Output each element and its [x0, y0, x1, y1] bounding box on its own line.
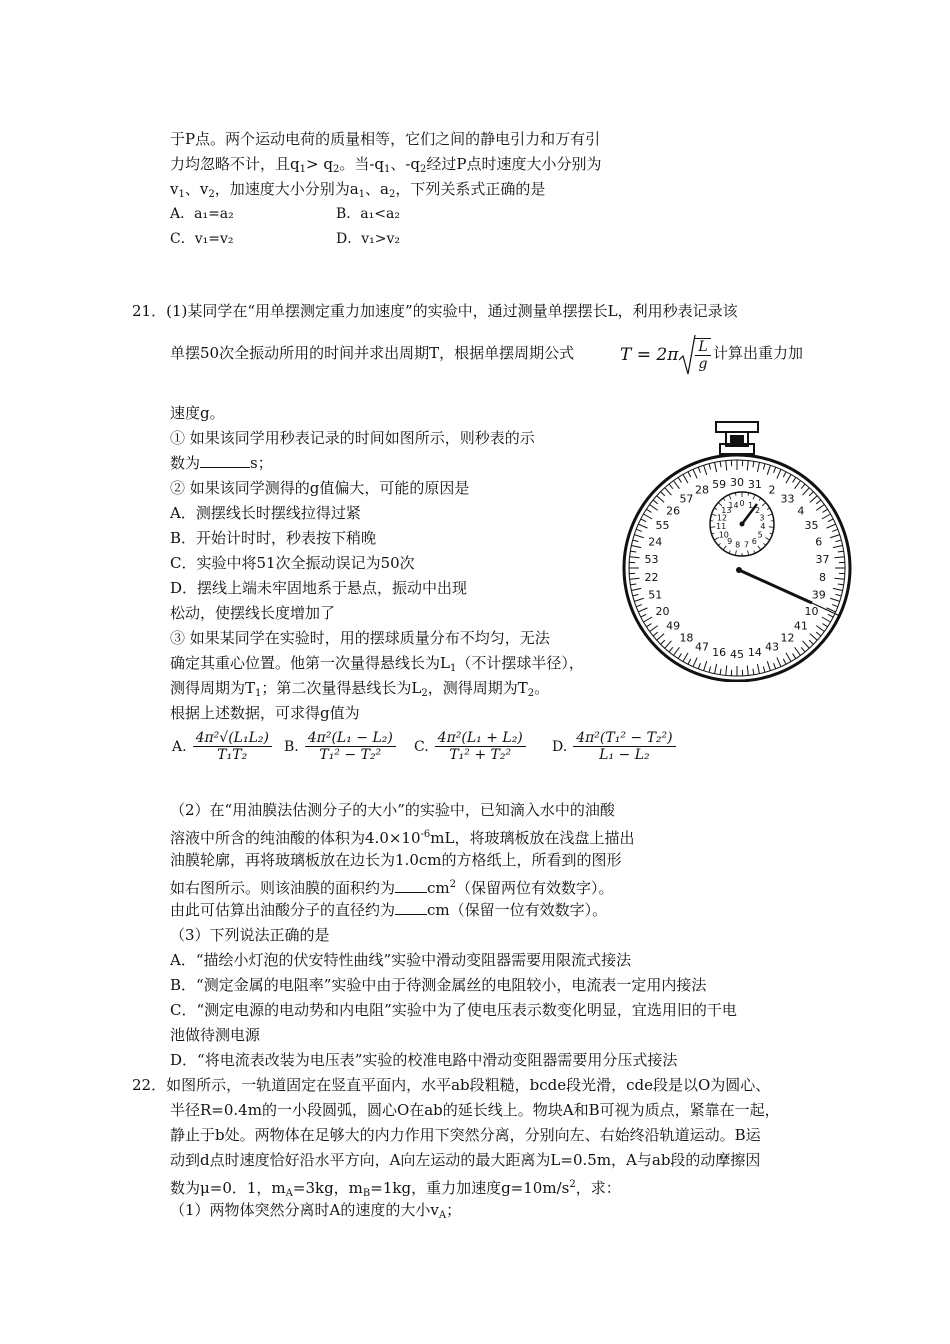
q21-option-b[interactable]: B．开始计时时，秒表按下稍晚: [170, 529, 377, 547]
choice-label: A.: [172, 738, 187, 755]
minute-hand-pivot: [740, 522, 745, 527]
dial-tick: [828, 519, 833, 522]
dial-tick: [683, 653, 688, 662]
q21-line-5: [170, 453, 273, 473]
numerator: 4π²√(L₁L₂): [193, 730, 272, 747]
subdial-label: 3: [759, 513, 765, 523]
q21-line-2b: 计算出重力加: [713, 344, 804, 362]
sub: 2: [420, 164, 427, 175]
q21-line-3: 速度g。: [170, 404, 225, 422]
dial-label: 16: [712, 646, 727, 660]
dial-tick: [836, 540, 842, 542]
dial-label: 20: [655, 605, 670, 618]
dial-label: 4: [797, 504, 805, 518]
g-choice-b[interactable]: [284, 730, 396, 763]
dial-tick: [834, 578, 844, 579]
dial-tick: [653, 500, 658, 504]
q21-line-4: ① 如果该同学用秒表记录的时间如图所示，则秒表的示: [170, 429, 535, 447]
second-hand: [739, 570, 812, 603]
numerator: 4π²(L₁ − L₂): [305, 730, 396, 747]
subdial-label: 14: [728, 500, 739, 510]
dial-tick: [709, 464, 711, 470]
subdial-label: 5: [757, 530, 763, 540]
dial-label: 35: [804, 519, 819, 532]
dial-tick: [636, 529, 642, 531]
text: 、-q: [390, 155, 421, 173]
dial-tick: [630, 578, 640, 579]
dial-label: 18: [679, 631, 694, 645]
text: s；: [250, 454, 273, 472]
dial-tick: [757, 462, 759, 472]
text: cm（保留一位有效数字）。: [427, 901, 608, 919]
dial-tick: [838, 551, 844, 552]
dial-tick: [657, 634, 664, 641]
sub: 2: [332, 164, 340, 175]
numerator: 4π²(L₁ + L₂): [435, 730, 526, 747]
subdial-label: 6: [751, 536, 757, 546]
dial-label: 12: [780, 631, 795, 645]
dial-tick: [832, 605, 838, 607]
dial-label: 22: [644, 570, 659, 584]
dial-tick: [698, 663, 700, 669]
dial-tick: [823, 509, 828, 512]
dial-tick: [678, 654, 681, 659]
subdial-label: 0: [739, 499, 745, 508]
dial-tick: [715, 664, 717, 674]
dial-label: 59: [712, 477, 727, 491]
diameter-blank[interactable]: [395, 914, 427, 915]
dial-label: 33: [780, 492, 795, 506]
dial-tick: [704, 465, 707, 475]
dial-tick: [774, 663, 776, 669]
dial-tick: [767, 465, 770, 475]
q21-part3-option-d[interactable]: D．“将电流表改装为电压表”实验的校准电路中滑动变阻器需要用分压式接法: [170, 1051, 678, 1069]
dial-tick: [753, 461, 754, 467]
dial-tick: [786, 653, 791, 662]
q21-part2-line-4: [170, 875, 614, 898]
choice-frac: [305, 730, 396, 763]
dial-tick: [678, 477, 681, 482]
dial-tick: [704, 661, 707, 671]
dial-tick: [636, 605, 642, 607]
dial-tick: [832, 529, 838, 531]
q20-line-3: [170, 179, 545, 205]
dial-label: 8: [819, 570, 827, 584]
subdial-tick: [710, 527, 715, 528]
text: 数为: [170, 454, 201, 472]
dial-tick: [633, 594, 639, 596]
denominator: T₁² − T₂²: [319, 747, 382, 763]
dial-label: 14: [747, 646, 762, 660]
text: 溶液中所含的纯油酸的体积为4.0×10: [170, 829, 421, 847]
denominator: T₁² + T₂²: [449, 747, 512, 763]
q22-line-2: 半径R=0.4m的一小段圆弧，圆心O在ab的延长线上。物块A和B可视为质点，紧靠在一起，: [170, 1101, 780, 1119]
stopwatch-crown: [716, 422, 758, 454]
dial-tick: [816, 500, 821, 504]
dial-tick: [631, 546, 641, 548]
subdial-label: 11: [716, 522, 727, 532]
sub: B: [362, 1188, 371, 1199]
choice-label: B.: [284, 738, 299, 755]
sub: A: [438, 1210, 447, 1221]
q21-line-14: [170, 678, 549, 704]
text: 测得周期为T: [170, 679, 256, 697]
dial-tick: [630, 557, 640, 558]
sub: 1: [299, 164, 306, 175]
text: cm: [427, 879, 450, 897]
q20-line-2: [170, 154, 602, 180]
q21-line-2: 单摆50次全振动所用的时间并求出周期T，根据单摆周期公式: [170, 344, 575, 362]
q21-option-a[interactable]: A．测摆线长时摆线拉得过紧: [170, 504, 361, 522]
dial-tick: [688, 472, 691, 477]
subdial-label: 10: [718, 530, 729, 540]
subdial-tick: [769, 527, 774, 528]
text: 。: [534, 679, 550, 697]
g-choice-d[interactable]: [552, 730, 676, 763]
dial-tick: [641, 614, 646, 617]
subdial-label: 1: [747, 500, 754, 510]
text: 、v: [184, 180, 209, 198]
dial-tick: [669, 484, 673, 489]
text: （1）两物体突然分离时A的速度的大小v: [170, 1201, 439, 1219]
dial-tick: [650, 505, 658, 511]
text: ，求：: [575, 1179, 621, 1197]
choice-label: C.: [414, 738, 429, 755]
q21-line-1: 21．(1)某同学在“用单摆测定重力加速度”的实验中，通过测量单摆摆长L，利用秒表记录该: [132, 302, 738, 320]
dial-tick: [643, 617, 652, 622]
q21-part2-line-5: [170, 900, 607, 920]
dial-tick: [630, 584, 636, 585]
sup: -6: [420, 829, 431, 840]
answer-blank[interactable]: [200, 467, 250, 468]
dial-tick: [822, 617, 831, 622]
dial-tick: [803, 488, 810, 495]
dial-tick: [630, 551, 636, 552]
text: ，加速度大小分别为a: [214, 180, 359, 198]
dial-label: 30: [730, 476, 744, 489]
dial-tick: [763, 464, 765, 470]
text: ；第二次量得悬线长为L: [261, 679, 422, 697]
subdial-label: 7: [743, 540, 749, 550]
q20-option-b[interactable]: B．a₁<a₂: [336, 206, 400, 222]
dial-tick: [786, 474, 791, 483]
dial-tick: [683, 474, 688, 483]
dial-tick: [698, 467, 700, 473]
dial-tick: [777, 658, 781, 667]
q22-line-1: 22．如图所示，一轨道固定在竖直平面内，水平ab段粗糙，bcde段光滑，cde段是以O为圆心、: [132, 1076, 771, 1094]
q20-line-1: 于P点。两个运动电荷的质量相等，它们之间的静电引力和万有引: [170, 130, 601, 148]
dial-tick: [823, 624, 828, 627]
choice-label: D.: [552, 738, 568, 755]
dial-tick: [720, 461, 721, 467]
dial-tick: [783, 659, 786, 664]
text: （保留两位有效数字）。: [456, 879, 614, 897]
g-choice-a[interactable]: [172, 730, 272, 763]
sqrt-frac: [695, 338, 710, 372]
period-formula: [620, 334, 711, 376]
dial-tick: [661, 492, 665, 496]
dial-tick: [803, 641, 810, 648]
dial-label: 26: [666, 504, 681, 518]
text: ，下列关系式正确的是: [395, 180, 546, 198]
subdial-label: 13: [721, 505, 732, 515]
choice-frac: [435, 730, 526, 763]
q21-line-13: [170, 653, 584, 679]
dial-tick: [757, 664, 759, 674]
sup: 2: [449, 879, 457, 890]
subdial-label: 9: [727, 536, 733, 546]
text: 数为μ=0．1，m: [170, 1179, 286, 1197]
subdial-label: 4: [760, 522, 766, 532]
numerator: 4π²(T₁² − T₂²): [573, 730, 675, 747]
dial-tick: [650, 626, 658, 632]
q22-line-6: [170, 1200, 461, 1226]
dial-label: 49: [666, 619, 681, 633]
dial-tick: [801, 647, 805, 652]
dial-tick: [810, 634, 817, 641]
q21-part2-line-1: （2）在“用油膜法估测分子的大小”的实验中，已知滴入水中的油酸: [170, 801, 615, 819]
dial-tick: [795, 481, 801, 489]
text: ；: [446, 1201, 462, 1219]
dial-tick: [763, 667, 765, 673]
dial-tick: [793, 654, 796, 659]
q21-part3-line-1: （3）下列说法正确的是: [170, 926, 330, 944]
dial-tick: [693, 469, 697, 478]
text: > q: [305, 155, 333, 173]
dial-tick: [830, 535, 840, 538]
q21-option-d-cont: 松动，使摆线长度增加了: [170, 604, 336, 622]
q22-line-4: 动到d点时速度恰好沿水平方向，A向左运动的最大距离为L=0.5m，A与ab段的动摩擦因: [170, 1151, 761, 1169]
dial-label: 2: [768, 483, 776, 497]
formula-L: L: [695, 339, 710, 356]
dial-label: 37: [815, 553, 830, 567]
dial-tick: [783, 472, 786, 477]
dial-tick: [809, 492, 813, 496]
dial-tick: [709, 667, 711, 673]
dial-tick: [688, 659, 691, 664]
dial-tick: [816, 505, 824, 511]
dial-tick: [753, 669, 754, 675]
text: 经过P点时速度大小分别为: [426, 155, 602, 173]
dial-label: 53: [644, 553, 659, 567]
dial-tick: [834, 557, 844, 558]
text: mL，将玻璃板放在浅盘上描出: [430, 829, 635, 847]
text: v: [170, 180, 179, 198]
dial-tick: [641, 519, 646, 522]
dial-tick: [665, 641, 672, 648]
sub: 2: [389, 189, 396, 200]
dial-label: 24: [648, 535, 663, 549]
dial-tick: [643, 514, 652, 519]
sub: 1: [383, 164, 391, 175]
dial-tick: [634, 598, 644, 601]
dial-label: 41: [793, 619, 808, 633]
q22-line-3: 静止于b处。两物体在足够大的内力作用下突然分离，分别向左、右始终沿轨道运动。B运: [170, 1126, 761, 1144]
sup: 2: [569, 1179, 576, 1190]
q21-line-12: ③ 如果某同学在实验时，用的摆球质量分布不均匀，无法: [170, 629, 550, 647]
dial-label: 39: [811, 588, 826, 602]
dial-tick: [646, 509, 651, 512]
dial-label: 57: [679, 492, 694, 506]
sub: 2: [421, 688, 428, 699]
dial-tick: [674, 647, 680, 655]
dial-tick: [816, 626, 824, 632]
formula-g: g: [698, 356, 708, 372]
text: =3kg，m: [292, 1179, 363, 1197]
sub: 2: [208, 189, 215, 200]
dial-tick: [833, 588, 843, 590]
text: ，测得周期为T: [427, 679, 528, 697]
dial-tick: [646, 624, 651, 627]
dial-tick: [633, 540, 639, 542]
dial-tick: [665, 488, 672, 495]
dial-tick: [661, 640, 665, 644]
dial-tick: [767, 661, 770, 671]
text: 确定其重心位置。他第一次量得悬线长为L: [170, 654, 450, 672]
dial-tick: [774, 467, 776, 473]
sub: 1: [449, 663, 457, 674]
subdial-label: 2: [755, 505, 761, 515]
text: 力均忽略不计，且q: [170, 155, 300, 173]
dial-tick: [693, 658, 697, 667]
dial-tick: [827, 524, 836, 528]
q20-option-c[interactable]: C．v₁=v₂: [170, 231, 234, 247]
q20-option-a[interactable]: A．a₁=a₂: [170, 206, 234, 222]
text: 由此可估算出油酸分子的直径约为: [170, 901, 396, 919]
dial-label: 47: [695, 640, 710, 654]
q21-line-6: ② 如果该同学测得的g值偏大，可能的原因是: [170, 479, 470, 497]
dial-label: 31: [747, 477, 762, 491]
dial-label: 51: [648, 588, 663, 602]
dial-tick: [715, 462, 717, 472]
q21-option-c[interactable]: C．实验中将51次全振动误记为50次: [170, 554, 415, 572]
area-blank[interactable]: [395, 892, 427, 893]
dial-tick: [838, 584, 844, 585]
sub: A: [285, 1188, 293, 1199]
dial-tick: [828, 614, 833, 617]
dial-tick: [726, 461, 727, 471]
q21-part3-option-b[interactable]: B．“测定金属的电阻率”实验中由于待测金属丝的电阻较小，电流表一定用内接法: [170, 976, 707, 994]
text: =1kg，重力加速度g=10m/s: [370, 1179, 570, 1197]
dial-label: 45: [730, 648, 744, 661]
dial-tick: [822, 514, 831, 519]
g-choice-c[interactable]: [414, 730, 526, 763]
sub: 1: [255, 688, 262, 699]
dial-tick: [669, 647, 673, 652]
dial-tick: [674, 481, 680, 489]
denominator: T₁T₂: [217, 747, 248, 763]
dial-label: 55: [655, 519, 670, 532]
q21-part3-option-c[interactable]: C．“测定电源的电动势和内电阻”实验中为了使电压表示数变化明显，宜选用旧的干电: [170, 1001, 737, 1019]
subdial-label: 8: [735, 540, 741, 550]
q21-part2-line-3: 油膜轮廓，再将玻璃板放在边长为1.0cm的方格纸上，所看到的图形: [170, 851, 622, 869]
sub: 1: [178, 189, 185, 200]
second-hand-pivot: [736, 567, 742, 573]
dial-tick: [836, 594, 842, 596]
denominator: L₁ − L₂: [599, 747, 650, 763]
dial-tick: [631, 588, 641, 590]
formula-T: T = 2π: [620, 345, 679, 365]
q21-part3-option-a[interactable]: A．“描绘小灯泡的伏安特性曲线”实验中滑动变阻器需要用限流式接法: [170, 951, 632, 969]
sub: 1: [358, 189, 366, 200]
dial-label: 28: [695, 483, 710, 497]
q21-part2-line-2: [170, 825, 634, 848]
sub: 2: [527, 688, 535, 699]
choice-frac: [193, 730, 272, 763]
q21-line-15: 根据上述数据，可求得g值为: [170, 704, 360, 722]
dial-tick: [816, 632, 821, 636]
text: （不计摆球半径），: [456, 654, 584, 672]
dial-tick: [833, 546, 843, 548]
dial-label: 6: [815, 535, 823, 549]
dial-tick: [830, 598, 840, 601]
dial-tick: [793, 477, 796, 482]
sqrt-sign: [678, 334, 696, 376]
stopwatch-figure: [612, 420, 862, 682]
dial-tick: [810, 496, 817, 503]
dial-tick: [809, 640, 813, 644]
dial-tick: [726, 665, 727, 675]
dial-tick: [747, 461, 748, 471]
dial-tick: [747, 665, 748, 675]
text: 、a: [365, 180, 389, 198]
dial-label: 10: [804, 605, 819, 618]
choice-frac: [573, 730, 675, 763]
dial-tick: [795, 647, 801, 655]
dial-tick: [638, 608, 647, 612]
dial-label: 43: [764, 640, 779, 654]
dial-tick: [653, 632, 658, 636]
dial-tick: [657, 496, 664, 503]
text: 。当-q: [339, 155, 384, 173]
dial-tick: [801, 484, 805, 489]
q21-option-d[interactable]: D．摆线上端未牢固地系于悬点，振动中出现: [170, 579, 468, 597]
q21-part3-option-c-cont: 池做待测电源: [170, 1026, 261, 1044]
q20-option-d[interactable]: D．v₁>v₂: [336, 231, 400, 247]
text: 如右图所示。则该油膜的面积约为: [170, 879, 396, 897]
subdial-label: 12: [716, 513, 728, 523]
dial-tick: [638, 524, 647, 528]
dial-tick: [634, 535, 644, 538]
dial-tick: [777, 469, 781, 478]
dial-tick: [720, 669, 721, 675]
